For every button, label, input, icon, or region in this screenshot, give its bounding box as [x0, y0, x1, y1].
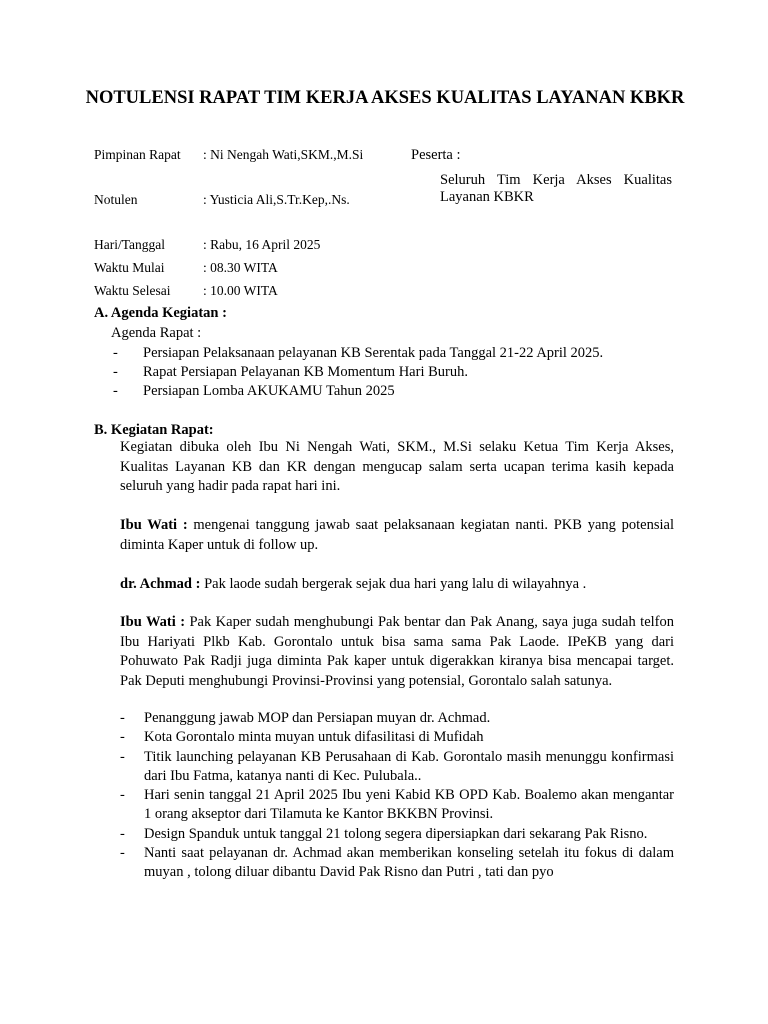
- kegiatan-item-text: Kota Gorontalo minta muyan untuk difasilitasi di Mufidah: [144, 729, 484, 746]
- notulen-value: : Yusticia Ali,S.Tr.Kep,.Ns.: [203, 192, 350, 207]
- list-item: [120, 825, 674, 844]
- page-title: NOTULENSI RAPAT TIM KERJA AKSES KUALITAS LAYANAN KBKR: [85, 88, 685, 108]
- agenda-list: [113, 344, 673, 401]
- dash-bullet: -: [120, 710, 125, 726]
- tanggal-value: : Rabu, 16 April 2025: [203, 237, 321, 252]
- agenda-item-text: Rapat Persiapan Pelayanan KB Momentum Hari Buruh.: [143, 364, 468, 380]
- agenda-subheading: Agenda Rapat :: [111, 325, 202, 341]
- list-item: [120, 709, 674, 728]
- pimpinan-value: : Ni Nengah Wati,SKM.,M.Si: [203, 147, 364, 162]
- kegiatan-list: [120, 709, 674, 883]
- opening-paragraph: Kegiatan dibuka oleh Ibu Ni Nengah Wati, SKM., M.Si selaku Ketua Tim Kerja Akses, Kualitas Layanan KB dan KR dengan mengucap salam serta ucapan terima kasih kepada seluruh yang hadir pada rapat hari ini.: [120, 439, 674, 494]
- kegiatan-item-text: Penanggung jawab MOP dan Persiapan muyan dr. Achmad.: [144, 710, 491, 726]
- dash-bullet: -: [120, 729, 125, 746]
- dash-bullet: -: [113, 383, 118, 399]
- paragraph-ibu-wati-2: [120, 613, 674, 691]
- waktu-selesai-label: Waktu Selesai: [94, 283, 171, 298]
- paragraph-text: mengenai tanggung jawab saat pelaksanaan kegiatan nanti. PKB yang potensial diminta Kaper untuk di follow up.: [120, 517, 674, 553]
- dash-bullet: -: [120, 845, 125, 862]
- peserta-value: Seluruh Tim Kerja Akses Kualitas Layanan KBKR: [440, 172, 672, 205]
- dash-bullet: -: [113, 364, 118, 380]
- list-item: [120, 748, 674, 787]
- notulen-label: Notulen: [94, 192, 138, 207]
- paragraph-text: Pak Kaper sudah menghubungi Pak bentar dan Pak Anang, saya juga sudah telfon Ibu Hariyati Plkb Kab. Gorontalo untuk bisa sama sama Pak Laode. IPeKB yang dari Pohuwato Pak Radji juga diminta Pak kaper untuk digerakkan kiranya bisa mencapai target. Pak Deputi menghubungi Provinsi-Provinsi yang potensial, Gorontalo salah satunya.: [120, 614, 674, 689]
- speaker-label: Ibu Wati :: [120, 517, 188, 533]
- agenda-item-text: Persiapan Lomba AKUKAMU Tahun 2025: [143, 383, 395, 399]
- kegiatan-item-text: Titik launching pelayanan KB Perusahaan di Kab. Gorontalo masih menunggu konfirmasi dari Ibu Fatma, katanya nanti di Kec. Pulubala..: [144, 748, 674, 784]
- dash-bullet: -: [120, 748, 125, 765]
- waktu-selesai-value: : 10.00 WITA: [203, 283, 278, 298]
- list-item: [120, 728, 674, 747]
- section-a-heading: A. Agenda Kegiatan :: [94, 305, 227, 321]
- list-item: [120, 844, 674, 883]
- list-item: [113, 344, 673, 363]
- pimpinan-label: Pimpinan Rapat: [94, 147, 181, 162]
- dash-bullet: -: [120, 787, 125, 804]
- speaker-label: dr. Achmad :: [120, 576, 201, 592]
- kegiatan-item-text: Design Spanduk untuk tanggal 21 tolong segera dipersiapkan dari sekarang Pak Risno.: [144, 825, 648, 842]
- waktu-mulai-label: Waktu Mulai: [94, 260, 165, 275]
- list-item: [113, 382, 673, 401]
- dash-bullet: -: [113, 345, 118, 361]
- waktu-mulai-value: : 08.30 WITA: [203, 260, 278, 275]
- kegiatan-item-text: Nanti saat pelayanan dr. Achmad akan memberikan konseling setelah itu fokus di dalam muyan , tolong diluar dibantu David Pak Risno dan Putri , tati dan pyo: [144, 845, 674, 881]
- paragraph-ibu-wati-1: [120, 516, 674, 555]
- paragraph-dr-achmad: [120, 575, 674, 595]
- kegiatan-item-text: Hari senin tanggal 21 April 2025 Ibu yeni Kabid KB OPD Kab. Boalemo akan mengantar 1 orang akseptor dari Tilamuta ke Kantor BKKBN Provinsi.: [144, 787, 674, 823]
- speaker-label: Ibu Wati :: [120, 614, 186, 630]
- list-item: [120, 786, 674, 825]
- agenda-item-text: Persiapan Pelaksanaan pelayanan KB Serentak pada Tanggal 21-22 April 2025.: [143, 345, 604, 361]
- paragraph-text: Pak laode sudah bergerak sejak dua hari yang lalu di wilayahnya .: [200, 576, 587, 592]
- dash-bullet: -: [120, 825, 125, 842]
- peserta-label: Peserta :: [411, 147, 461, 163]
- tanggal-label: Hari/Tanggal: [94, 237, 166, 252]
- list-item: [113, 363, 673, 382]
- section-b-heading: B. Kegiatan Rapat:: [94, 422, 214, 438]
